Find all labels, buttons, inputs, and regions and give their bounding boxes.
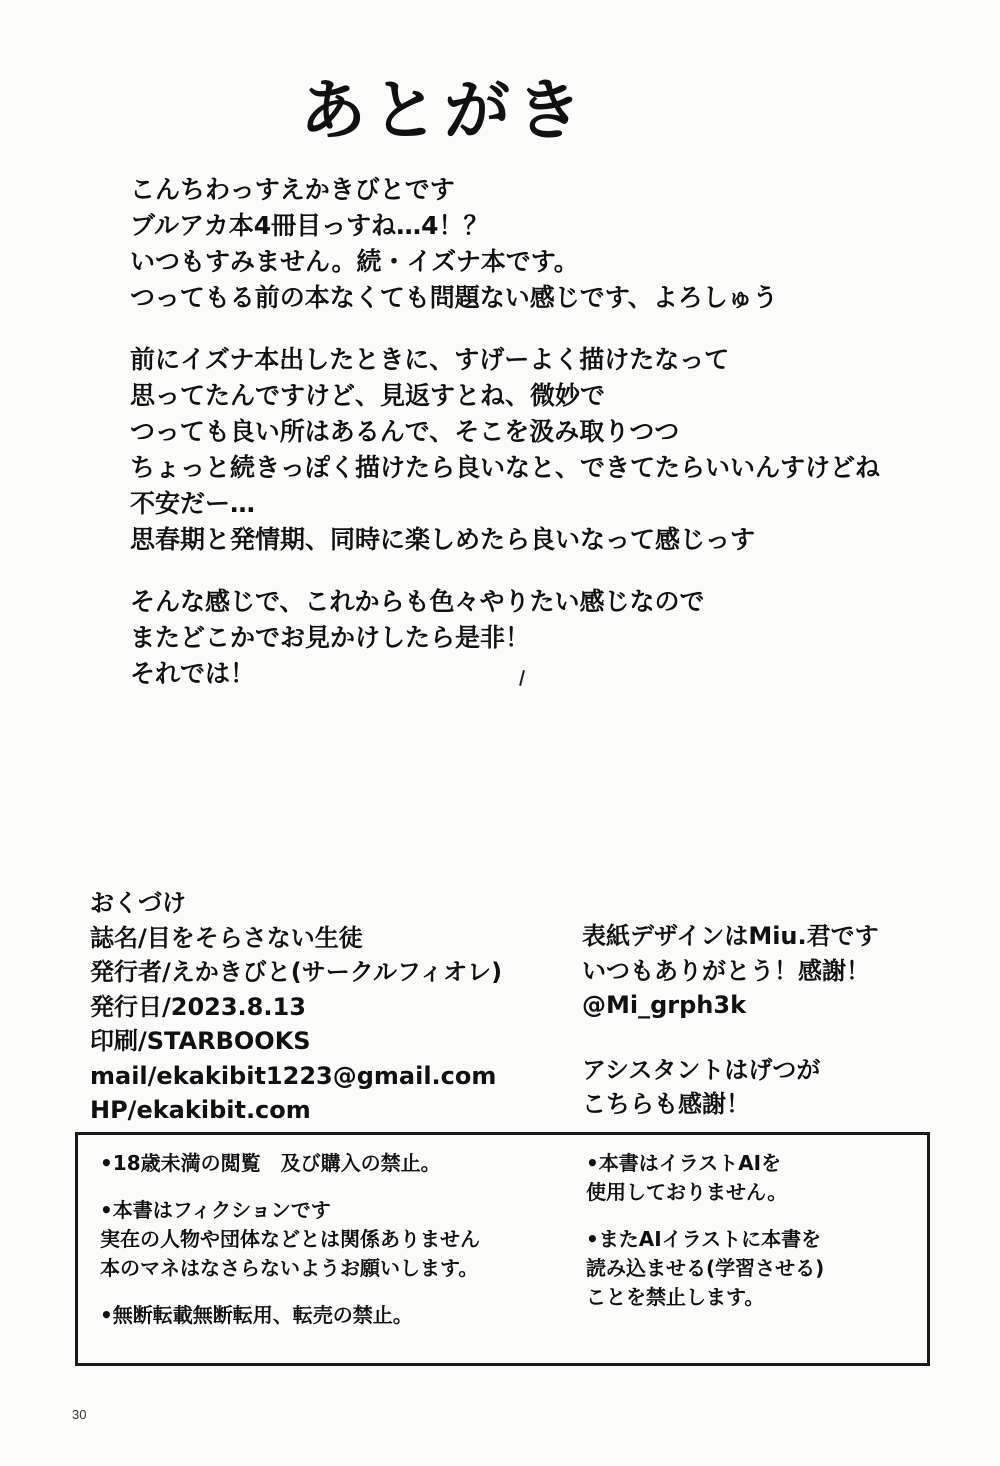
notice-item	[100, 1149, 570, 1178]
afterword-paragraph	[130, 584, 950, 692]
afterword-line: ブルアカ本4冊目っすね…4！？	[130, 211, 489, 240]
colophon-mail: mail/ekakibit1223@gmail.com	[90, 1061, 497, 1090]
afterword-paragraph	[130, 172, 950, 316]
notice-line: 実在の人物や団体などとは関係ありません	[100, 1227, 480, 1251]
notice-item	[100, 1301, 570, 1330]
afterword-text	[130, 172, 950, 718]
notice-item	[586, 1225, 906, 1312]
afterword-line: そんな感じで、これからも色々やりたい感じなので	[130, 587, 705, 616]
colophon-date: 発行日/2023.8.13	[90, 992, 306, 1021]
page-title: あとがき	[300, 72, 588, 149]
colophon-heading: おくづけ	[90, 889, 186, 917]
afterword-line: またどこかでお見かけしたら是非！	[130, 623, 531, 652]
notice-line: •本書はイラストAIを	[586, 1151, 782, 1175]
colophon-printer: 印刷/STARBOOKS	[90, 1027, 311, 1055]
credit-line: こちらも感謝！	[582, 1090, 750, 1118]
notice-line: •無断転載無断転用、転売の禁止。	[100, 1303, 413, 1327]
colophon-title: 誌名/目をそらさない生徒	[90, 923, 363, 952]
notice-line: 本のマネはなさらないようお願いします。	[100, 1256, 479, 1280]
credits	[582, 919, 879, 1152]
notice-column-left	[100, 1149, 570, 1348]
credit-line: アシスタントはげつが	[582, 1055, 821, 1084]
afterword-line: それでは！	[130, 659, 256, 688]
credit-line: いつもありがとう！感謝！	[582, 956, 870, 985]
afterword-line: つっても良い所はあるんで、そこを汲み取りつつ	[130, 417, 680, 446]
notice-column-right	[586, 1149, 906, 1330]
page-number: 30	[72, 1407, 87, 1422]
notice-line: •18歳未満の閲覧 及び購入の禁止。	[100, 1151, 441, 1175]
credit-handle: @Mi_grph3k	[582, 991, 747, 1019]
notice-line: •またAIイラストに本書を	[586, 1227, 822, 1251]
notice-item	[100, 1196, 570, 1283]
afterword-line: 思ってたんですけど、見返すとね、微妙で	[130, 381, 606, 410]
afterword-line: 思春期と発情期、同時に楽しめたら良いなって感じっす	[130, 525, 756, 554]
colophon	[90, 886, 502, 1128]
notice-item	[586, 1149, 906, 1207]
afterword-line: 不安だー…	[130, 489, 256, 518]
afterword-line: つってもる前の本なくても問題ない感じです、よろしゅう	[130, 283, 778, 312]
notice-line: 使用しておりません。	[586, 1180, 788, 1204]
afterword-paragraph	[130, 342, 950, 558]
notice-box	[75, 1132, 930, 1366]
notice-line: •本書はフィクションです	[100, 1198, 331, 1222]
colophon-homepage: HP/ekakibit.com	[90, 1096, 311, 1124]
afterword-line: こんちわっすえかきびとです	[130, 175, 455, 204]
afterword-line: ちょっと続きっぽく描けたら良いなと、できてたらいいんすけどね	[130, 453, 881, 482]
colophon-publisher: 発行者/えかきびと(サークルフィオレ)	[90, 958, 503, 986]
notice-line: ことを禁止します。	[586, 1285, 765, 1309]
afterword-line: 前にイズナ本出したときに、すげーよく描けたなって	[130, 345, 730, 374]
notice-line: 読み込ませる(学習させる)	[586, 1256, 825, 1280]
assistant-credit	[582, 1053, 879, 1122]
afterword-line: いつもすみません。続・イズナ本です。	[130, 247, 579, 276]
cover-design-credit	[582, 919, 879, 1023]
credit-line: 表紙デザインはMiu.君です	[582, 922, 879, 950]
